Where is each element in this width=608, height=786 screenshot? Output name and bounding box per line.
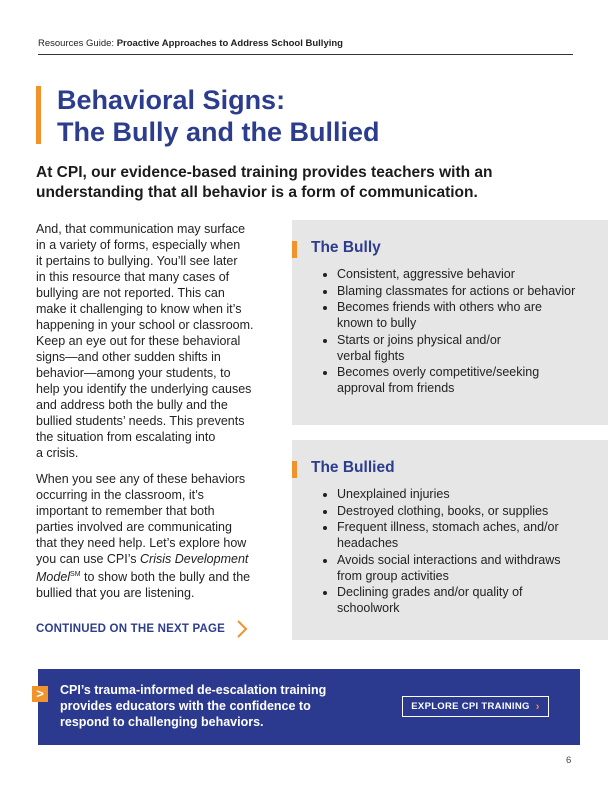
running-header — [38, 38, 573, 55]
bullied-panel — [292, 440, 608, 640]
list-item: • Consistent, aggressive behavior — [337, 266, 608, 282]
explore-cpi-training-button[interactable] — [402, 696, 549, 717]
cta-text: CPI’s trauma-informed de-escalation training provides educators with the confidence to respond to challenging behaviors. — [60, 683, 327, 729]
list-item: • Unexplained injuries — [337, 486, 608, 502]
body-paragraph-2-b: to show both the bully and the bullied that you are listening. — [36, 570, 251, 601]
cta-button-label: EXPLORE CPI TRAINING — [411, 701, 530, 712]
list-item: • Becomes friends with others who are known to bully — [337, 299, 608, 331]
page-title-line1: Behavioral Signs: — [57, 85, 286, 115]
bully-panel — [292, 220, 608, 425]
intro-statement: At CPI, our evidence-based training provides teachers with an understanding that all behavior is a form of communication. — [36, 164, 493, 201]
list-item: • Destroyed clothing, books, or supplies — [337, 503, 608, 519]
list-item: • Frequent illness, stomach aches, and/or headaches — [337, 519, 608, 551]
bullied-accent-bar — [292, 461, 297, 478]
list-item: • Blaming classmates for actions or behavior — [337, 283, 608, 299]
chevron-right-icon — [235, 619, 249, 639]
arrow-right-icon: > — [32, 686, 48, 702]
continued-label: CONTINUED ON THE NEXT PAGE — [36, 623, 225, 635]
continued-next-page-link[interactable] — [36, 619, 249, 639]
body-paragraph-1: And, that communication may surface in a variety of forms, especially when it pertains to bullying. You’ll see later in this resource that many cases of bullying are not reported. This can make it challenging to know when it’s happening in your school or classroom. Keep an eye out for these behavioral signs—and other sudden shifts in behavior—among your students, to help you identify the underlying causes and address both the bully and the bullied students’ needs. This prevents the situation from escalating into a crisis. — [36, 222, 254, 460]
training-cta-banner — [38, 669, 580, 745]
body-paragraph-2-a: When you see any of these behaviors occurring in the classroom, it’s important to remember that both parties involved are communicating that they need help. Let’s explore how you can use CPI’s — [36, 472, 247, 566]
bullied-heading: The Bullied — [311, 459, 395, 476]
header-prefix: Resources Guide: — [38, 38, 117, 49]
service-mark: SM — [70, 571, 81, 578]
list-item: • Declining grades and/or quality of schoolwork — [337, 584, 608, 616]
page-title — [57, 84, 380, 148]
header-title: Proactive Approaches to Address School Bullying — [116, 38, 343, 49]
bully-accent-bar — [292, 241, 297, 258]
page-title-line2: The Bully and the Bullied — [57, 117, 380, 147]
bullied-signs-list — [318, 486, 608, 617]
bully-heading: The Bully — [311, 239, 381, 256]
page-number: 6 — [566, 755, 572, 766]
list-item: • Starts or joins physical and/or verbal fights — [337, 332, 608, 364]
crisis-development-model-term: Crisis Development Model — [36, 552, 249, 585]
list-item: • Avoids social interactions and withdraws from group activities — [337, 552, 608, 584]
bully-signs-list — [318, 266, 608, 397]
body-text-column — [36, 221, 268, 611]
list-item: • Becomes overly competitive/seeking approval from friends — [337, 364, 608, 396]
body-paragraph-2 — [36, 471, 268, 601]
chevron-right-icon: › — [535, 700, 540, 713]
title-accent-bar — [36, 86, 41, 144]
